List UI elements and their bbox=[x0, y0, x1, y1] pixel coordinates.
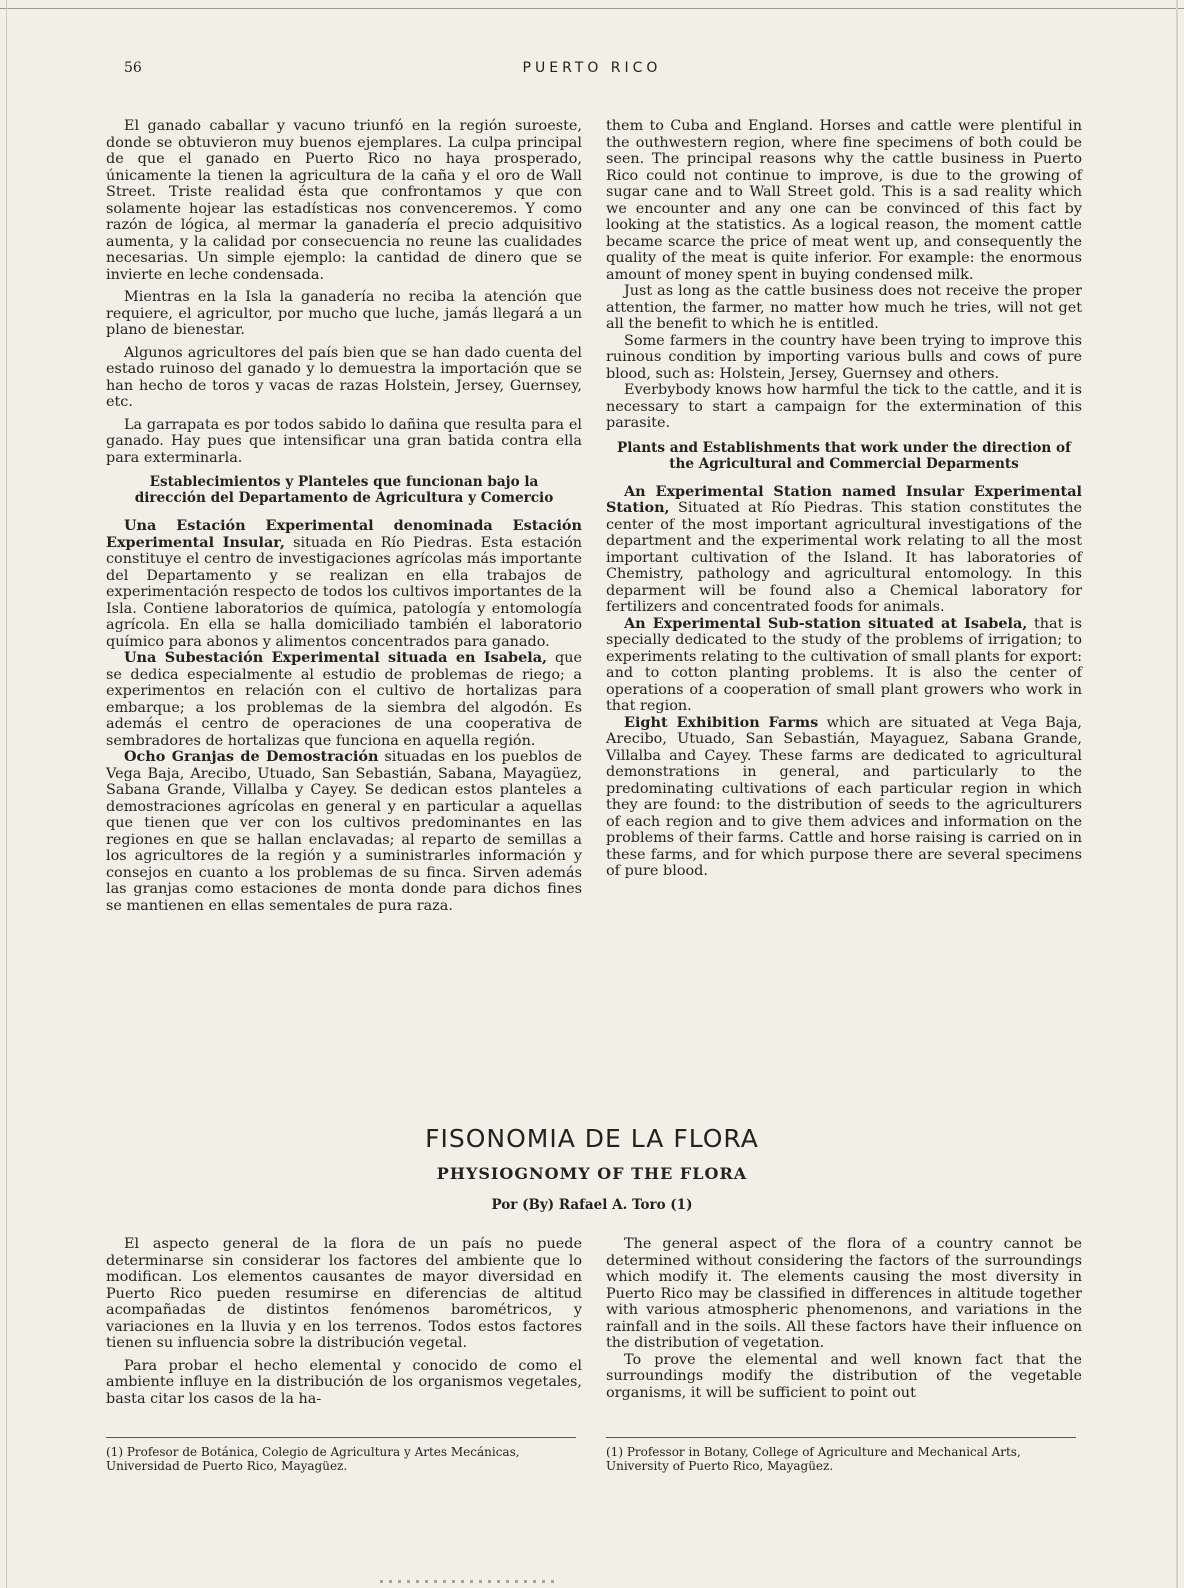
paragraph-body: situada en Río Piedras. Esta estación constituye el centro de investigaciones agrícolas más importante del Departamento y se realizan en ella trabajos de experimentación respecto de todos los cultivos importantes de la Isla. Contiene laboratorios de química, patología y entomología agrícola. En ella se halla domiciliado también el laboratorio químico para abonos y alimentos concentrados para ganado. bbox=[106, 534, 583, 650]
page-number: 56 bbox=[124, 60, 142, 76]
left-page-edge bbox=[6, 0, 7, 1588]
paragraph-body: que se dedica especialmente al estudio de problemas de riego; a experimentos en relación con el cultivo de hortalizas para embarque; a los problemas de la siembra del algodón. Es además el centro de operaciones de una cooperativa de sembradores de hortalizas que funciona en aquella región. bbox=[106, 650, 583, 749]
article-subtitle: PHYSIOGNOMY OF THE FLORA bbox=[436, 1164, 748, 1183]
paragraph-body: that is specially dedicated to the study of the problems of irrigation; to experiments relating to the cultivation of small plants for export: and to cotton planting problems. It is also the center of operations of a cooperation of small plant growers who work in that region. bbox=[606, 615, 1082, 714]
paragraph-body: which are situated at Vega Baja, Arecibo, Utuado, San Sebastián, Mayaguez, Sabana Grande, Villalba and Cayey. These farms are dedicated to agricultural demonstrations in general, and particularly to the predominating cultivations of each particular region in which they are found: to the distribution of seeds to the agriculturers of each region and to give them advices and information on the problems of their farms. Cattle and horse raising is carried on in these farms, and for which purpose there are several specimens of pure blood. bbox=[606, 714, 1082, 879]
paragraph-lead: An Experimental Station named Insular Experimental Station, bbox=[606, 482, 1082, 516]
article-title: FISONOMIA DE LA FLORA bbox=[425, 1124, 759, 1153]
paragraph-lead: Una Subestación Experimental situada en Isabela, bbox=[124, 649, 548, 666]
paragraph: Algunos agricultores del país bien que se han dado cuenta del estado ruinoso del ganado y lo demuestra la importación que se han hecho de toros y vacas de razas Holstein, Jersey, Guernsey, etc. bbox=[106, 344, 582, 410]
section-heading-english: Plants and Establishments that work under the direction of the Agricultural and Commercial Deparments bbox=[617, 439, 1071, 472]
paragraph-body: situadas en los pueblos de Vega Baja, Arecibo, Utuado, San Sebastián, Sabana, Mayagüez, Sabana Grande, Villalba y Cayey. Se dedican estos planteles a demostraciones agrícolas en general y en particular a aquellas que tienen que ver con los cultivos predominantes en las regiones en que se hallan enclavadas; al reparto de semillas a los agricultores de la región y a suministrarles información y consejos en cuanto a los problemas de su finca. Sirven además las granjas como estaciones de monta donde para dichos fines se mantienen en ellas sementales de pura raza. bbox=[106, 749, 582, 914]
paragraph bbox=[106, 749, 582, 914]
top-rule bbox=[0, 8, 1184, 9]
paragraph: La garrapata es por todos sabido lo dañina que resulta para el ganado. Hay pues que intensificar una gran batida contra ella para exterminarla. bbox=[106, 416, 582, 466]
paragraph: The general aspect of the flora of a country cannot be determined without considering the factors of the surroundings which modify it. The elements causing the most diversity in Puerto Rico may be classified in differences in altitude together with various atmospheric phenomenons, and variations in the rainfall and in the soils. All these factors have their influence on the distribution of vegetation. bbox=[606, 1236, 1082, 1351]
paragraph bbox=[606, 484, 1082, 616]
running-title: PUERTO RICO bbox=[522, 60, 662, 76]
paragraph-lead: Una Estación Experimental denominada Estación Experimental Insular, bbox=[106, 517, 582, 551]
paragraph-body: Situated at Río Piedras. This station constitutes the center of the most important agricultural investigations of the department and the experimental work relating to all the most important cultivation of the Island. It has laboratories of Chemistry, pathology and agricultural entomology. In this deparment will be found also a Chemical laboratory for fertilizers and concentrated foods for animals. bbox=[606, 500, 1082, 615]
paragraph: Everbybody knows how harmful the tick to the cattle, and it is necessary to start a campaign for the extermination of this parasite. bbox=[606, 382, 1082, 431]
footnote-spanish: (1) Profesor de Botánica, Colegio de Agricultura y Artes Mecánicas, Universidad de Puerto Rico, Mayagüez. bbox=[106, 1445, 520, 1473]
paragraph bbox=[606, 616, 1082, 715]
paragraph bbox=[606, 715, 1082, 880]
footnote-rule bbox=[106, 1437, 576, 1438]
paragraph: To prove the elemental and well known fact that the surroundings modify the distribution of the vegetable organisms, it will be sufficient to point out bbox=[606, 1351, 1082, 1401]
right-column-article bbox=[606, 1236, 1082, 1401]
paragraph-lead: Ocho Granjas de Demostración bbox=[124, 748, 379, 765]
paragraph: Some farmers in the country have been trying to improve this ruinous condition by importing various bulls and cows of pure blood, such as: Holstein, Jersey, Guernsey and others. bbox=[606, 332, 1082, 382]
paragraph: them to Cuba and England. Horses and cattle were plentiful in the outhwestern region, where fine specimens of both could be seen. The principal reasons why the cattle business in Puerto Rico could not continue to improve, is due to the growing of sugar cane and to Wall Street gold. This is a sad reality which we encounter and any one can be convinced of this fact by looking at the statistics. As a logical reason, the moment cattle became scarce the price of meat went up, and consequently the quality of the meat is quite inferior. For example: the enormous amount of money spent in buying condensed milk. bbox=[606, 118, 1082, 283]
paragraph bbox=[106, 650, 582, 749]
left-column-article bbox=[106, 1236, 582, 1413]
print-smudge bbox=[380, 1580, 560, 1583]
right-page-edge bbox=[1176, 0, 1178, 1588]
paragraph bbox=[106, 518, 582, 650]
paragraph-lead: Eight Exhibition Farms bbox=[624, 713, 819, 731]
paragraph: Mientras en la Isla la ganadería no reciba la atención que requiere, el agricultor, por mucho que luche, jamás llegará a un plano de bienestar. bbox=[106, 289, 582, 338]
section-heading-spanish: Establecimientos y Planteles que funcionan bajo la dirección del Departamento de Agricultura y Comercio bbox=[134, 474, 554, 506]
right-column-top bbox=[606, 118, 1082, 880]
paragraph: El aspecto general de la flora de un país no puede determinarse sin considerar los factores del ambiente que lo modifican. Los elementos causantes de mayor diversidad en Puerto Rico pueden resumirse en diferencias de altitud acompañadas de distintos fenómenos barométricos, y variaciones en la lluvia y en los terrenos. Todos estos factores tienen su influencia sobre la distribución vegetal. bbox=[106, 1236, 582, 1351]
left-column-top bbox=[106, 118, 582, 914]
footnote-english: (1) Professor in Botany, College of Agriculture and Mechanical Arts, University of Puerto Rico, Mayagüez. bbox=[606, 1445, 1021, 1473]
paragraph: Para probar el hecho elemental y conocido de como el ambiente influye en la distribución de los organismos vegetales, basta citar los casos de la ha- bbox=[106, 1357, 582, 1407]
article-byline: Por (By) Rafael A. Toro (1) bbox=[491, 1197, 693, 1213]
paragraph-lead: An Experimental Sub-station situated at Isabela, bbox=[624, 614, 1028, 632]
paragraph: Just as long as the cattle business does not receive the proper attention, the farmer, no matter how much he tries, will not get all the benefit to which he is entitled. bbox=[606, 283, 1082, 332]
footnote-rule bbox=[606, 1437, 1076, 1438]
paragraph: El ganado caballar y vacuno triunfó en la región suroeste, donde se obtuvieron muy buenos ejemplares. La culpa principal de que el ganado en Puerto Rico no haya prosperado, únicamente la tienen la agricultura de la caña y el oro de Wall Street. Triste realidad ésta que confrontamos y que con solamente hojear las estadísticas nos convenceremos. Y como razón de lógica, al mermar la ganadería el precio adquisitivo aumenta, y la calidad por consecuencia no reune las cualidades necesarias. Un simple ejemplo: la cantidad de dinero que se invierte en leche condensada. bbox=[106, 118, 582, 283]
